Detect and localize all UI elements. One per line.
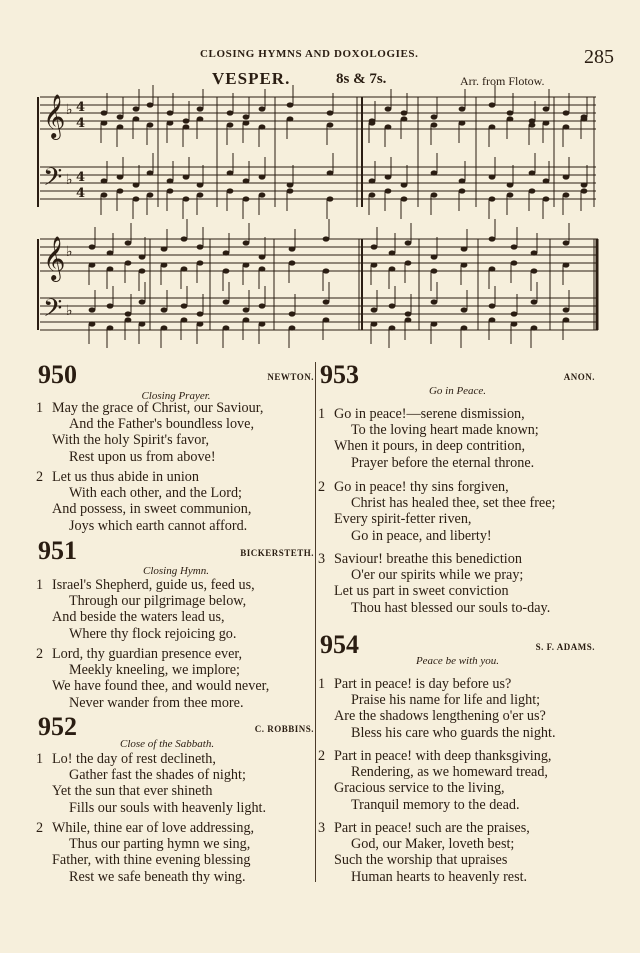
verse-line: Israel's Shepherd, guide us, feed us, (52, 577, 255, 593)
stanza (318, 820, 530, 885)
note-head (161, 246, 168, 251)
verse-line: Never wander from thee more. (69, 694, 244, 711)
tune-meter: 8s & 7s. (336, 71, 387, 87)
note-head (581, 182, 588, 187)
verse-line: Christ has healed thee, set thee free; (351, 495, 556, 512)
note-head (327, 170, 334, 175)
verse-line: Prayer before the eternal throne. (351, 454, 535, 471)
note-head (181, 236, 188, 241)
hymn-number: 950 (38, 360, 77, 389)
note-head (431, 114, 438, 119)
hymn-subtitle: Close of the Sabbath. (120, 738, 215, 750)
note-head (385, 124, 392, 129)
note-head (385, 174, 392, 179)
note-head (197, 116, 204, 121)
verse-line: Every spirit-fetter riven, (334, 511, 472, 528)
note-head (489, 124, 496, 129)
stanza (36, 577, 255, 642)
stanza (318, 551, 550, 616)
note-head (581, 116, 588, 121)
note-head (389, 325, 396, 330)
hymn-author: ANON. (563, 372, 595, 382)
note-head (511, 311, 518, 316)
stanza-number: 2 (36, 469, 44, 485)
verse-line: To the loving heart made known; (351, 422, 539, 439)
bass-clef-icon: 𝄢 (43, 163, 63, 198)
note-head (243, 196, 250, 201)
note-head (389, 303, 396, 308)
note-head (389, 250, 396, 255)
note-head (289, 311, 296, 316)
note-head (181, 317, 188, 322)
note-head (543, 178, 550, 183)
verse-line: Such the worship that upraises (334, 852, 508, 869)
hymn-author: S. F. ADAMS. (535, 642, 595, 652)
note-head (243, 120, 250, 125)
note-head (133, 106, 140, 111)
note-head (287, 182, 294, 187)
note-head (323, 268, 330, 273)
stanza-number: 1 (36, 577, 44, 593)
hymn-subtitle: Closing Hymn. (143, 565, 209, 577)
note-head (259, 266, 266, 271)
note-head (405, 311, 412, 316)
note-head (543, 120, 550, 125)
note-head (461, 246, 468, 251)
verse-line: Go in peace!—serene dismission, (334, 406, 525, 422)
verse-line: Where thy flock rejoicing go. (69, 625, 237, 642)
note-head (531, 250, 538, 255)
stanza-number: 2 (318, 479, 326, 495)
note-head (259, 254, 266, 259)
note-head (369, 120, 376, 125)
hymn-954 (320, 632, 595, 667)
note-head (531, 325, 538, 330)
note-head (323, 236, 330, 241)
verse-line: Praise his name for life and light; (351, 692, 541, 709)
note-head (139, 321, 146, 326)
note-head (287, 102, 294, 107)
running-head: CLOSING HYMNS AND DOXOLOGIES. (200, 48, 419, 60)
verse-line: Part in peace! with deep thanksgiving, (334, 748, 552, 764)
stanza (36, 400, 263, 465)
verse-line: Yet the sun that ever shineth (52, 783, 213, 800)
note-head (227, 110, 234, 115)
note-head (259, 192, 266, 197)
note-head (181, 303, 188, 308)
verse-line: With each other, and the Lord; (69, 485, 242, 502)
note-head (507, 182, 514, 187)
note-head (543, 106, 550, 111)
note-head (401, 196, 408, 201)
verse-line: Thou hast blessed our souls to-day. (351, 599, 551, 616)
note-head (531, 268, 538, 273)
note-head (243, 262, 250, 267)
note-head (167, 110, 174, 115)
note-head (161, 325, 168, 330)
note-head (197, 244, 204, 249)
treble-clef-icon: 𝄞 (43, 94, 66, 138)
stanza (36, 469, 251, 534)
note-head (223, 250, 230, 255)
note-head (459, 120, 466, 125)
note-head (89, 321, 96, 326)
note-head (507, 116, 514, 121)
verse-line: While, thine ear of love addressing, (52, 820, 255, 836)
hymn-951 (38, 538, 314, 577)
note-head (401, 182, 408, 187)
treble-clef-icon: 𝄞 (43, 236, 66, 280)
note-head (183, 174, 190, 179)
column-divider (315, 362, 316, 882)
note-head (401, 110, 408, 115)
flat-sign-icon: ♭ (66, 172, 73, 188)
time-signature: 4 (76, 186, 86, 201)
note-head (183, 196, 190, 201)
note-head (459, 178, 466, 183)
note-head (563, 240, 570, 245)
note-head (459, 188, 466, 193)
note-head (243, 240, 250, 245)
note-head (581, 188, 588, 193)
note-head (147, 170, 154, 175)
note-head (125, 260, 132, 265)
note-head (89, 262, 96, 267)
note-head (461, 262, 468, 267)
stanza-number: 2 (36, 646, 44, 662)
note-head (531, 299, 538, 304)
note-head (389, 266, 396, 271)
verse-line: O'er our spirits while we pray; (351, 567, 524, 584)
verse-line: Gracious service to the living, (334, 780, 505, 797)
hymn-subtitle: Peace be with you. (415, 655, 500, 667)
verse-line: Lord, thy guardian presence ever, (52, 646, 243, 662)
stanza-number: 3 (318, 820, 326, 836)
note-head (227, 170, 234, 175)
note-head (139, 254, 146, 259)
verse-line: With the holy Spirit's favor, (52, 432, 210, 449)
stanza-number: 1 (36, 751, 44, 767)
flat-sign-icon: ♭ (66, 303, 73, 319)
verse-line: Part in peace! is day before us? (334, 676, 512, 692)
note-head (223, 325, 230, 330)
stanza (36, 646, 269, 711)
stanza (36, 820, 254, 885)
note-head (89, 307, 96, 312)
note-head (461, 325, 468, 330)
note-head (101, 192, 108, 197)
note-head (223, 268, 230, 273)
note-head (243, 317, 250, 322)
note-head (405, 317, 412, 322)
note-head (107, 266, 114, 271)
hymn-number: 952 (38, 712, 77, 741)
stanza (318, 406, 539, 471)
stanza (318, 479, 555, 544)
time-signature: 4 (76, 116, 86, 131)
note-head (139, 268, 146, 273)
verse-line: Rendering, as we homeward tread, (351, 764, 548, 781)
note-head (117, 188, 124, 193)
note-head (431, 170, 438, 175)
note-head (107, 250, 114, 255)
note-head (323, 299, 330, 304)
note-head (147, 192, 154, 197)
stanza-number: 2 (36, 820, 44, 836)
note-head (369, 192, 376, 197)
note-head (167, 120, 174, 125)
note-head (147, 102, 154, 107)
stanza (318, 748, 551, 813)
note-head (511, 244, 518, 249)
note-head (197, 260, 204, 265)
note-head (563, 110, 570, 115)
note-head (161, 262, 168, 267)
note-head (431, 321, 438, 326)
verse-line: And beside the waters lead us, (52, 609, 225, 626)
note-head (183, 124, 190, 129)
verse-line: When it pours, in deep contrition, (334, 438, 526, 455)
hymn-subtitle: Go in Peace. (428, 385, 487, 397)
note-head (161, 307, 168, 312)
verse-line: Bless his care who guards the night. (351, 724, 556, 741)
hymn-subtitle: Closing Prayer. (141, 390, 211, 402)
hymn-950 (38, 362, 314, 402)
verse-line: Gather fast the shades of night; (69, 767, 246, 784)
note-head (489, 266, 496, 271)
note-head (563, 262, 570, 267)
note-head (489, 174, 496, 179)
stanza-number: 1 (318, 406, 326, 422)
note-head (543, 196, 550, 201)
hymn-author: NEWTON. (267, 372, 314, 382)
note-head (243, 178, 250, 183)
verse-line: Thus our parting hymn we sing, (69, 836, 251, 853)
hymn-author: BICKERSTETH. (240, 548, 314, 558)
note-head (371, 321, 378, 326)
verse-line: Joys which earth cannot afford. (69, 517, 248, 534)
tune-credit: Arr. from Flotow. (460, 74, 545, 88)
note-head (101, 178, 108, 183)
note-head (489, 196, 496, 201)
note-head (371, 244, 378, 249)
verse-line: Are the shadows lengthening o'er us? (334, 708, 546, 725)
page-number: 285 (584, 46, 614, 68)
verse-line: Through our pilgrimage below, (69, 593, 247, 610)
note-head (511, 321, 518, 326)
note-head (117, 124, 124, 129)
note-head (461, 307, 468, 312)
note-head (401, 116, 408, 121)
note-head (133, 116, 140, 121)
note-head (107, 325, 114, 330)
verse-line: Part in peace! such are the praises, (334, 820, 530, 836)
note-head (563, 124, 570, 129)
note-head (197, 192, 204, 197)
hymn-number: 954 (320, 630, 359, 659)
verse-line: Let us thus abide in union (52, 469, 199, 485)
note-head (507, 110, 514, 115)
note-head (431, 299, 438, 304)
note-head (183, 118, 190, 123)
note-head (243, 307, 250, 312)
verse-line: God, our Maker, loveth best; (351, 836, 515, 853)
note-head (489, 102, 496, 107)
time-signature: 4 (76, 170, 86, 185)
note-head (287, 116, 294, 121)
verse-line: And possess, in sweet communion, (52, 501, 252, 518)
music-score (0, 0, 640, 353)
note-head (227, 122, 234, 127)
verse-line: Go in peace, and liberty! (351, 527, 492, 544)
note-head (327, 122, 334, 127)
note-head (181, 266, 188, 271)
note-head (197, 182, 204, 187)
note-head (405, 240, 412, 245)
note-head (431, 254, 438, 259)
note-head (323, 317, 330, 322)
note-head (107, 303, 114, 308)
note-head (125, 311, 132, 316)
stanza (36, 751, 266, 816)
note-head (385, 106, 392, 111)
note-head (125, 240, 132, 245)
note-head (287, 188, 294, 193)
note-head (289, 246, 296, 251)
verse-line: Let us part in sweet conviction (334, 583, 509, 600)
time-signature: 4 (76, 100, 86, 115)
note-head (529, 170, 536, 175)
stanza-number: 1 (318, 676, 326, 692)
note-head (459, 106, 466, 111)
note-head (511, 260, 518, 265)
flat-sign-icon: ♭ (66, 102, 73, 118)
note-head (507, 192, 514, 197)
note-head (563, 307, 570, 312)
note-head (139, 299, 146, 304)
note-head (167, 178, 174, 183)
hymn-number: 953 (320, 360, 359, 389)
note-head (197, 321, 204, 326)
note-head (385, 188, 392, 193)
note-head (259, 106, 266, 111)
bass-clef-icon: 𝄢 (43, 294, 63, 329)
note-head (563, 192, 570, 197)
note-head (89, 244, 96, 249)
verse-line: Saviour! breathe this benediction (334, 551, 522, 567)
note-head (243, 114, 250, 119)
verse-line: Meekly kneeling, we implore; (69, 662, 240, 679)
verse-line: Lo! the day of rest declineth, (52, 751, 216, 767)
note-head (167, 188, 174, 193)
note-head (489, 317, 496, 322)
note-head (259, 303, 266, 308)
note-head (431, 268, 438, 273)
verse-line: May the grace of Christ, our Saviour, (52, 400, 264, 416)
verse-line: Rest upon us from above! (69, 448, 216, 465)
note-head (259, 124, 266, 129)
stanza-number: 3 (318, 551, 326, 567)
flat-sign-icon: ♭ (66, 244, 73, 260)
tune-title: VESPER. (212, 69, 291, 88)
note-head (133, 196, 140, 201)
note-head (117, 174, 124, 179)
note-head (431, 192, 438, 197)
note-head (197, 311, 204, 316)
stanza-number: 2 (318, 748, 326, 764)
note-head (259, 174, 266, 179)
hymn-953 (320, 362, 595, 397)
note-head (101, 110, 108, 115)
verse-line: Tranquil memory to the dead. (351, 796, 520, 813)
stanza (318, 676, 556, 741)
note-head (489, 303, 496, 308)
note-head (133, 182, 140, 187)
note-head (289, 325, 296, 330)
note-head (227, 188, 234, 193)
verse-line: Go in peace! thy sins forgiven, (334, 479, 509, 495)
note-head (223, 299, 230, 304)
hymn-author: C. ROBBINS. (254, 724, 314, 734)
hymn-952 (38, 714, 314, 750)
verse-line: Fills our souls with heavenly light. (69, 799, 267, 816)
note-head (125, 317, 132, 322)
note-head (327, 110, 334, 115)
note-head (101, 120, 108, 125)
note-head (529, 188, 536, 193)
note-head (529, 122, 536, 127)
note-head (289, 260, 296, 265)
note-head (371, 307, 378, 312)
hymn-number: 951 (38, 536, 77, 565)
note-head (259, 321, 266, 326)
note-head (147, 122, 154, 127)
note-head (489, 236, 496, 241)
stanza-number: 1 (36, 400, 44, 416)
note-head (371, 262, 378, 267)
note-head (117, 114, 124, 119)
note-head (405, 260, 412, 265)
note-head (431, 122, 438, 127)
note-head (197, 106, 204, 111)
note-head (327, 196, 334, 201)
verse-line: And the Father's boundless love, (69, 416, 254, 433)
verse-line: Human hearts to heavenly rest. (351, 868, 528, 885)
verse-line: Father, with thine evening blessing (52, 852, 251, 869)
note-head (563, 174, 570, 179)
note-head (563, 317, 570, 322)
verse-line: We have found thee, and would never, (52, 678, 270, 695)
note-head (369, 178, 376, 183)
verse-line: Rest we safe beneath thy wing. (69, 868, 246, 885)
